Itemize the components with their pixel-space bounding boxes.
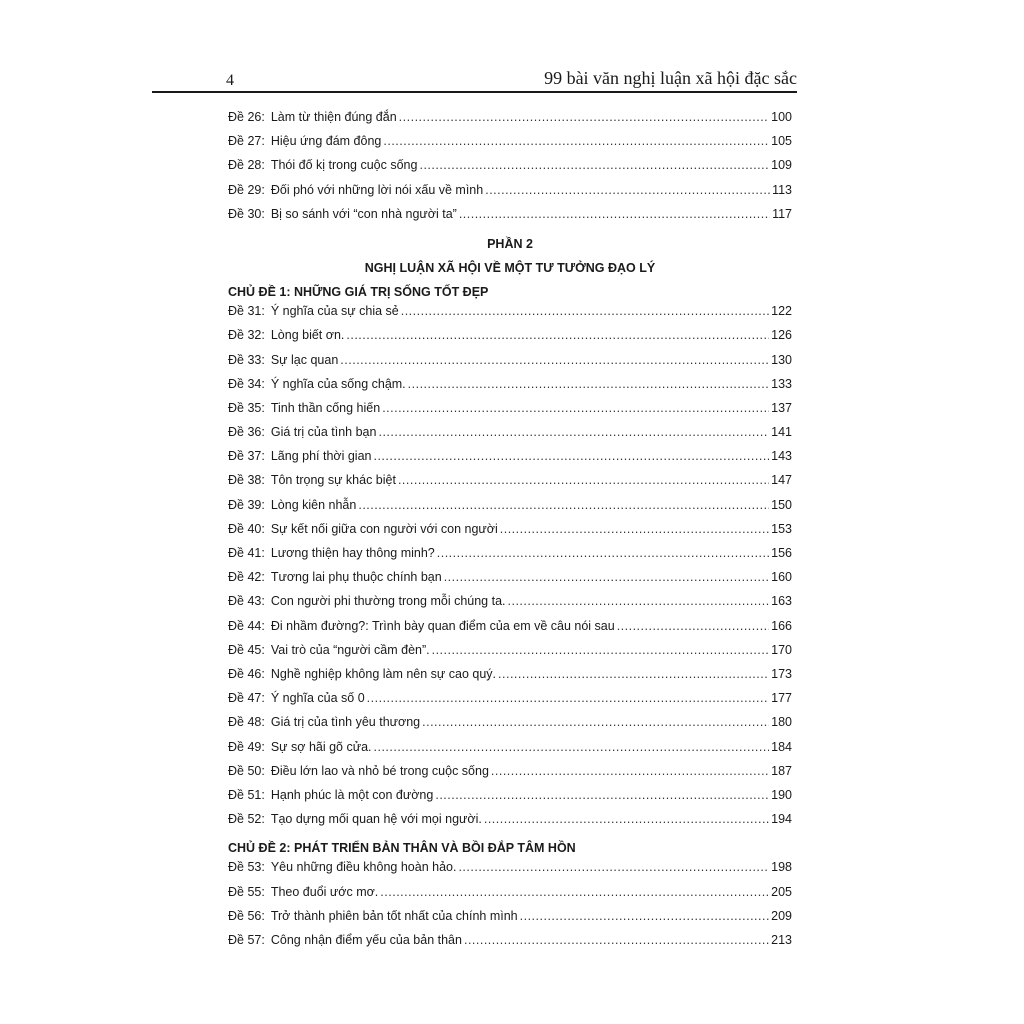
toc-entry[interactable] — [228, 425, 792, 449]
toc-entry[interactable] — [228, 764, 792, 788]
dot-leader — [432, 643, 770, 657]
toc-entry[interactable] — [228, 885, 792, 909]
entry-number: Đề 48: — [228, 715, 265, 730]
entry-page-number: 137 — [771, 400, 792, 415]
toc-entry[interactable] — [228, 134, 792, 158]
dot-leader — [374, 740, 770, 754]
table-of-contents — [228, 110, 792, 957]
entry-page-number: 205 — [771, 884, 792, 899]
dot-leader — [500, 522, 769, 536]
entry-number: Đề 56: — [228, 908, 265, 923]
toc-entry[interactable] — [228, 860, 792, 884]
entry-title: Tinh thần cống hiến — [270, 400, 381, 415]
entry-number: Đề 50: — [228, 763, 265, 778]
dot-leader — [367, 691, 769, 705]
entry-page-number: 143 — [771, 449, 792, 464]
entry-title: Lòng biết ơn. — [270, 328, 345, 343]
toc-entry[interactable] — [228, 812, 792, 836]
entry-title: Con người phi thường trong mỗi chúng ta. — [270, 594, 506, 609]
dot-leader — [383, 134, 769, 148]
entry-number: Đề 51: — [228, 787, 265, 802]
entry-number: Đề 45: — [228, 642, 265, 657]
toc-entry[interactable] — [228, 594, 792, 618]
entry-page-number: 198 — [771, 860, 792, 875]
entry-title: Đi nhầm đường?: Trình bày quan điểm của em về câu nói sau — [270, 618, 615, 633]
dot-leader — [358, 498, 769, 512]
topic-heading-1: CHỦ ĐỀ 1: NHỮNG GIÁ TRỊ SỐNG TỐT ĐẸP — [228, 284, 489, 299]
toc-entry[interactable] — [228, 328, 792, 352]
entry-page-number: 105 — [771, 134, 792, 149]
entry-number: Đề 38: — [228, 473, 265, 488]
entry-title: Yêu những điều không hoàn hảo. — [270, 860, 457, 875]
entry-number: Đề 52: — [228, 812, 265, 827]
entry-title: Thói đố kị trong cuộc sống — [270, 158, 418, 173]
entry-title: Hạnh phúc là một con đường — [270, 787, 434, 802]
toc-entry[interactable] — [228, 207, 792, 231]
entry-title: Ý nghĩa của số 0 — [270, 691, 365, 706]
toc-entry[interactable] — [228, 788, 792, 812]
entry-number: Đề 30: — [228, 206, 265, 221]
toc-entry[interactable] — [228, 715, 792, 739]
toc-entry[interactable] — [228, 158, 792, 182]
entry-page-number: 180 — [771, 715, 792, 730]
toc-entry[interactable] — [228, 473, 792, 497]
entry-page-number: 133 — [771, 376, 792, 391]
toc-entry[interactable] — [228, 110, 792, 134]
dot-leader — [508, 594, 770, 608]
entry-number: Đề 35: — [228, 400, 265, 415]
entry-page-number: 141 — [771, 425, 792, 440]
toc-entry[interactable] — [228, 909, 792, 933]
entry-number: Đề 29: — [228, 182, 265, 197]
entry-page-number: 113 — [772, 182, 792, 197]
entry-title: Hiệu ứng đám đông — [270, 134, 382, 149]
entry-number: Đề 31: — [228, 304, 265, 319]
entry-page-number: 126 — [771, 328, 792, 343]
entry-title: Bị so sánh với “con nhà người ta” — [270, 206, 457, 221]
entry-title: Lương thiện hay thông minh? — [270, 546, 435, 560]
dot-leader — [491, 764, 769, 778]
entry-number: Đề 55: — [228, 884, 265, 899]
entry-page-number: 100 — [771, 110, 792, 124]
part-title: NGHỊ LUẬN XÃ HỘI VỀ MỘT TƯ TƯỞNG ĐẠO LÝ — [364, 260, 656, 275]
entry-page-number: 166 — [771, 618, 792, 633]
toc-entry[interactable] — [228, 643, 792, 667]
entry-page-number: 209 — [771, 908, 792, 923]
dot-leader — [419, 158, 769, 172]
dot-leader — [444, 570, 769, 584]
entry-number: Đề 49: — [228, 739, 265, 754]
dot-leader — [422, 715, 769, 729]
part-label: PHẦN 2 — [487, 236, 533, 251]
toc-entry[interactable] — [228, 522, 792, 546]
entry-number: Đề 37: — [228, 449, 265, 464]
dot-leader — [435, 788, 769, 802]
toc-entry[interactable] — [228, 449, 792, 473]
dot-leader — [373, 449, 769, 463]
entry-page-number: 122 — [771, 304, 792, 319]
entry-number: Đề 34: — [228, 376, 265, 391]
entry-title: Tạo dựng mối quan hệ với mọi người. — [270, 812, 482, 827]
entry-title: Sự lạc quan — [270, 352, 339, 367]
entry-number: Đề 57: — [228, 933, 265, 947]
toc-entry[interactable] — [228, 498, 792, 522]
toc-entry[interactable] — [228, 353, 792, 377]
page-number: 4 — [226, 72, 234, 89]
entry-page-number: 194 — [771, 812, 792, 827]
dot-leader — [398, 473, 769, 487]
toc-group-topic-2 — [228, 860, 792, 957]
dot-leader — [408, 377, 769, 391]
toc-entry[interactable] — [228, 377, 792, 401]
part-heading — [228, 232, 792, 280]
dot-leader — [437, 546, 769, 560]
toc-entry[interactable] — [228, 667, 792, 691]
entry-page-number: 109 — [771, 158, 792, 173]
entry-title: Nghề nghiệp không làm nên sự cao quý. — [270, 666, 497, 681]
dot-leader — [340, 353, 769, 367]
entry-title: Lãng phí thời gian — [270, 449, 372, 464]
entry-page-number: 150 — [771, 497, 792, 512]
dot-leader — [346, 328, 769, 342]
entry-title: Ý nghĩa của sự chia sẻ — [270, 304, 399, 319]
dot-leader — [401, 304, 769, 318]
book-title: 99 bài văn nghị luận xã hội đặc sắc — [544, 68, 797, 88]
entry-page-number: 117 — [772, 206, 792, 221]
entry-number: Đề 26: — [228, 110, 265, 124]
entry-title: Lòng kiên nhẫn — [270, 497, 357, 512]
entry-number: Đề 46: — [228, 666, 265, 681]
entry-page-number: 187 — [771, 763, 792, 778]
entry-number: Đề 44: — [228, 618, 265, 633]
entry-title: Công nhận điểm yếu của bản thân — [270, 933, 462, 947]
entry-number: Đề 39: — [228, 497, 265, 512]
entry-page-number: 170 — [771, 642, 792, 657]
entry-number: Đề 53: — [228, 860, 265, 875]
entry-number: Đề 47: — [228, 691, 265, 706]
entry-page-number: 153 — [771, 521, 792, 536]
toc-entry[interactable] — [228, 183, 792, 207]
entry-title: Trở thành phiên bản tốt nhất của chính mình — [270, 908, 518, 923]
entry-page-number: 160 — [771, 570, 792, 585]
entry-page-number: 173 — [771, 666, 792, 681]
entry-title: Làm từ thiện đúng đắn — [270, 110, 397, 124]
dot-leader — [458, 860, 769, 874]
entry-page-number: 130 — [771, 352, 792, 367]
entry-title: Ý nghĩa của sống chậm. — [270, 376, 406, 391]
entry-page-number: 190 — [771, 787, 792, 802]
entry-number: Đề 42: — [228, 570, 265, 585]
entry-title: Đối phó với những lời nói xấu về mình — [270, 182, 484, 197]
page-header — [152, 66, 797, 93]
dot-leader — [498, 667, 769, 681]
dot-leader — [459, 207, 770, 221]
entry-title: Sự sợ hãi gõ cửa. — [270, 739, 372, 754]
dot-leader — [378, 425, 769, 439]
dot-leader — [382, 401, 769, 415]
entry-title: Sự kết nối giữa con người với con người — [270, 521, 498, 536]
entry-page-number: 184 — [771, 739, 792, 754]
toc-entry[interactable] — [228, 401, 792, 425]
toc-entry[interactable] — [228, 570, 792, 594]
entry-page-number: 177 — [771, 691, 792, 706]
entry-title: Tương lai phụ thuộc chính bạn — [270, 570, 442, 585]
topic-heading-2: CHỦ ĐỀ 2: PHÁT TRIỂN BẢN THÂN VÀ BỒI ĐẮP TÂM HỒN — [228, 841, 576, 856]
entry-number: Đề 33: — [228, 352, 265, 367]
entry-title: Theo đuổi ước mơ. — [270, 884, 379, 899]
toc-entry[interactable] — [228, 304, 792, 328]
entry-title: Điều lớn lao và nhỏ bé trong cuộc sống — [270, 763, 489, 778]
dot-leader — [617, 619, 769, 633]
dot-leader — [520, 909, 770, 923]
entry-number: Đề 43: — [228, 594, 265, 609]
toc-entry[interactable] — [228, 933, 792, 957]
dot-leader — [399, 110, 769, 124]
entry-number: Đề 41: — [228, 546, 265, 560]
toc-entry[interactable] — [228, 691, 792, 715]
toc-group-topic-1 — [228, 304, 792, 836]
toc-entry[interactable] — [228, 619, 792, 643]
toc-entry[interactable] — [228, 546, 792, 570]
entry-number: Đề 32: — [228, 328, 265, 343]
entry-page-number: 163 — [771, 594, 792, 609]
entry-number: Đề 28: — [228, 158, 265, 173]
dot-leader — [484, 812, 769, 826]
entry-page-number: 156 — [771, 546, 792, 560]
entry-number: Đề 36: — [228, 425, 265, 440]
entry-title: Vai trò của “người cầm đèn”. — [270, 642, 430, 657]
entry-title: Tôn trọng sự khác biệt — [270, 473, 396, 488]
dot-leader — [485, 183, 770, 197]
entry-number: Đề 27: — [228, 134, 265, 149]
entry-title: Giá trị của tình bạn — [270, 425, 377, 440]
dot-leader — [464, 933, 769, 947]
toc-entry[interactable] — [228, 740, 792, 764]
toc-group-top — [228, 110, 792, 231]
entry-title: Giá trị của tình yêu thương — [270, 715, 421, 730]
entry-page-number: 147 — [771, 473, 792, 488]
entry-number: Đề 40: — [228, 521, 265, 536]
dot-leader — [380, 885, 769, 899]
entry-page-number: 213 — [771, 933, 792, 947]
